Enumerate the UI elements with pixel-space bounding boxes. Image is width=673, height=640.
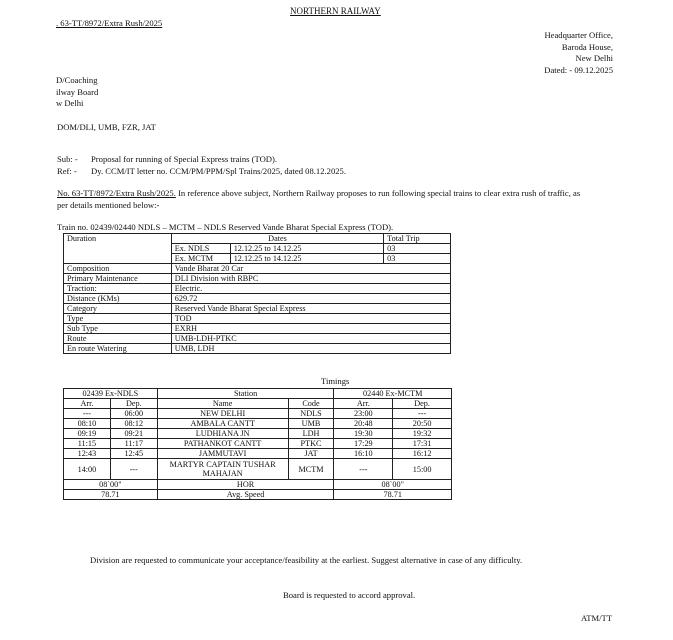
- hor-row: [64, 480, 452, 490]
- attr-value: UMB, LDH: [171, 344, 450, 354]
- down-dep: 12:45: [110, 449, 157, 459]
- dep-header: Dep.: [393, 399, 452, 409]
- down-train-header: 02439 Ex-NDLS: [64, 389, 158, 399]
- sub-text: Proposal for running of Special Express trains (TOD).: [91, 154, 278, 164]
- up-dep: 16:12: [393, 449, 452, 459]
- para-line1: In reference above subject, Northern Railway proposes to run following special trains to clear extra rush of traffic, as: [175, 188, 581, 198]
- up-arr: 20:48: [334, 419, 393, 429]
- station-code: LDH: [288, 429, 334, 439]
- office-block: [544, 30, 613, 76]
- up-dep: 20:50: [393, 419, 452, 429]
- station-code: MCTM: [288, 459, 334, 480]
- para-ref: No. 63-TT/8972/Extra Rush/2025.: [57, 188, 176, 198]
- addressee-line: ilway Board: [56, 86, 99, 97]
- station-name: AMBALA CANTT: [157, 419, 288, 429]
- copy-to: DOM/DLI, UMB, FZR, JAT: [57, 122, 156, 132]
- up-train-header: 02440 Ex-MCTM: [334, 389, 452, 399]
- details-table: [63, 233, 451, 354]
- letter-number: . 63-TT/8972/Extra Rush/2025: [56, 18, 163, 28]
- station-name-line: MARTYR CAPTAIN TUSHAR: [169, 460, 276, 469]
- up-arr: 16:10: [334, 449, 393, 459]
- office-line: New Delhi: [575, 53, 613, 63]
- addressee-line: D/Coaching: [56, 75, 98, 85]
- trips-cell: 03: [384, 244, 451, 254]
- ref-label: Ref: -: [57, 166, 77, 176]
- train-title: Train no. 02439/02440 NDLS – MCTM – NDLS Reserved Vande Bharat Special Express (TOD).: [57, 222, 394, 232]
- attr-label: Sub Type: [64, 324, 172, 334]
- down-arr: 11:15: [64, 439, 111, 449]
- attr-label: En route Watering: [64, 344, 172, 354]
- speed-up: 78.71: [334, 490, 452, 500]
- station-code: NDLS: [288, 409, 334, 419]
- attr-value: Electric.: [171, 284, 450, 294]
- station-name: LUDHIANA JN: [157, 429, 288, 439]
- request-text: Division are requested to communicate your acceptance/feasibility at the earliest. Suggest alternative in case of any difficulty.: [90, 555, 523, 565]
- office-line: Baroda House,: [561, 41, 613, 52]
- table-row: [64, 429, 452, 439]
- attr-label: Route: [64, 334, 172, 344]
- attr-label: Primary Maintenance: [64, 274, 172, 284]
- table-row: [64, 409, 452, 419]
- speed-row: [64, 490, 452, 500]
- attr-value: TOD: [171, 314, 450, 324]
- name-header: Name: [157, 399, 288, 409]
- attr-label: Distance (KMs): [64, 294, 172, 304]
- para-line2: per details mentioned below:-: [57, 200, 160, 210]
- speed-down: 78.71: [64, 490, 158, 500]
- attr-label: Traction:: [64, 284, 172, 294]
- office-line: Headquarter Office,: [544, 30, 613, 40]
- down-dep: 08:12: [110, 419, 157, 429]
- origin-cell: Ex. MCTM: [171, 254, 230, 264]
- up-dep: 15:00: [393, 459, 452, 480]
- trips-cell: 03: [384, 254, 451, 264]
- approval-text: Board is requested to accord approval.: [283, 590, 416, 600]
- dates-header: Dates: [171, 234, 383, 244]
- down-arr: 14:00: [64, 459, 111, 480]
- down-dep: 11:17: [110, 439, 157, 449]
- total-trip-header: Total Trip: [384, 234, 451, 244]
- attr-value: UMB-LDH-PTKC: [171, 334, 450, 344]
- railway-title: NORTHERN RAILWAY: [290, 6, 381, 16]
- hor-down: 08`00": [64, 480, 158, 490]
- up-arr: 17:29: [334, 439, 393, 449]
- up-arr: ---: [334, 459, 393, 480]
- addressee-block: [56, 75, 98, 110]
- down-dep: 09:21: [110, 429, 157, 439]
- speed-label: Avg. Speed: [157, 490, 334, 500]
- down-arr: 09:19: [64, 429, 111, 439]
- code-header: Code: [288, 399, 334, 409]
- up-arr: 23:00: [334, 409, 393, 419]
- table-row: [64, 459, 452, 480]
- ref-text: Dy. CCM/IT letter no. CCM/PM/PPM/Spl Trains/2025, dated 08.12.2025.: [91, 166, 346, 176]
- hor-up: 08`00": [334, 480, 452, 490]
- table-row: [64, 449, 452, 459]
- station-name: NEW DELHI: [157, 409, 288, 419]
- attr-value: EXRH: [171, 324, 450, 334]
- attr-label: Composition: [64, 264, 172, 274]
- sub-label: Sub: -: [57, 154, 78, 164]
- dates-cell: 12.12.25 to 14.12.25: [230, 254, 383, 264]
- up-dep: 17:31: [393, 439, 452, 449]
- arr-header: Arr.: [334, 399, 393, 409]
- dates-cell: 12.12.25 to 14.12.25: [230, 244, 383, 254]
- down-dep: 06:00: [110, 409, 157, 419]
- station-code: JAT: [288, 449, 334, 459]
- up-dep: ---: [393, 409, 452, 419]
- station-name-line: MAHAJAN: [202, 469, 243, 478]
- dep-header: Dep.: [110, 399, 157, 409]
- signature-designation: ATM/TT: [581, 613, 613, 623]
- hor-label: HOR: [157, 480, 334, 490]
- station-code: PTKC: [288, 439, 334, 449]
- table-row: [64, 439, 452, 449]
- up-arr: 19:30: [334, 429, 393, 439]
- down-dep: ---: [110, 459, 157, 480]
- duration-label: Duration: [64, 234, 172, 264]
- origin-cell: Ex. NDLS: [171, 244, 230, 254]
- arr-header: Arr.: [64, 399, 111, 409]
- table-row: [64, 419, 452, 429]
- date-line: Dated: - 09.12.2025: [544, 64, 613, 75]
- timings-table: [63, 388, 452, 500]
- station-code: UMB: [288, 419, 334, 429]
- station-header: Station: [157, 389, 334, 399]
- timings-caption: Timings: [321, 376, 350, 386]
- attr-value: Vande Bharat 20 Car: [171, 264, 450, 274]
- down-arr: 08:10: [64, 419, 111, 429]
- attr-value: Reserved Vande Bharat Special Express: [171, 304, 450, 314]
- down-arr: 12:43: [64, 449, 111, 459]
- station-name: JAMMUTAVI: [157, 449, 288, 459]
- attr-label: Type: [64, 314, 172, 324]
- attr-value: DLI Division with RBPC: [171, 274, 450, 284]
- attr-label: Category: [64, 304, 172, 314]
- attr-value: 629.72: [171, 294, 450, 304]
- body-paragraph: [57, 188, 580, 198]
- station-name: PATHANKOT CANTT: [157, 439, 288, 449]
- up-dep: 19:32: [393, 429, 452, 439]
- addressee-line: w Delhi: [56, 98, 84, 108]
- down-arr: ---: [64, 409, 111, 419]
- station-name: [157, 459, 288, 480]
